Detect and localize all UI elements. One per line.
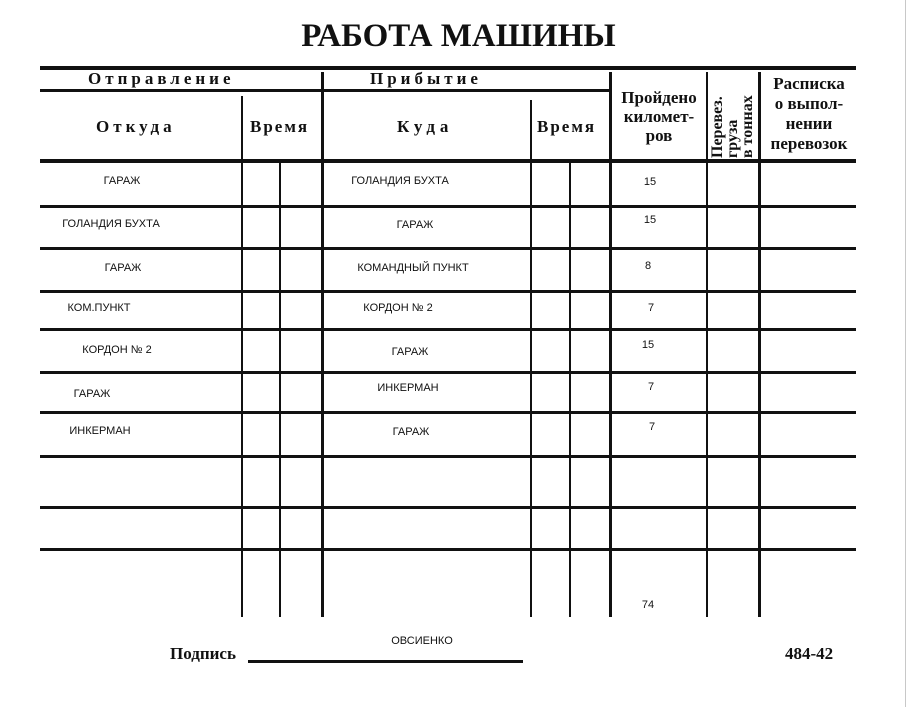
cell-to: ГАРАЖ (392, 426, 430, 438)
cell-from: КОМ.ПУНКТ (67, 302, 131, 314)
cell-km: 7 (647, 381, 655, 393)
row-rule (40, 205, 856, 208)
form-title: РАБОТА МАШИНЫ (301, 18, 616, 54)
header-receipt-line: нении (785, 114, 833, 133)
cell-km: 8 (644, 260, 652, 272)
row-rule (40, 411, 856, 414)
page-edge (905, 0, 906, 707)
cell-to: ГАРАЖ (391, 346, 429, 358)
signature-line[interactable] (248, 660, 523, 663)
row-rule (40, 548, 856, 551)
cell-from: ГАРАЖ (73, 388, 111, 400)
header-time-arrival: Время (537, 117, 597, 136)
header-to: Куда (397, 117, 454, 136)
header-cargo-line: Перевез. (709, 96, 726, 158)
header-cargo (710, 95, 755, 158)
cell-to: ИНКЕРМАН (377, 382, 439, 394)
row-rule (40, 328, 856, 331)
header-km-line: Пройдено (621, 88, 697, 107)
divider (569, 162, 571, 617)
form-number: 484-42 (785, 644, 834, 663)
divider (609, 72, 612, 617)
signature-label: Подпись (170, 644, 236, 663)
cell-from: ГАРАЖ (104, 262, 142, 274)
header-receipt-line: перевозок (770, 134, 848, 153)
divider (706, 72, 708, 617)
divider (279, 162, 281, 617)
header-arrival: Прибытие (370, 69, 482, 88)
header-bottom-rule (40, 159, 856, 163)
row-rule (40, 371, 856, 374)
header-cargo-line: груза (724, 119, 741, 158)
cell-km: 15 (643, 214, 657, 226)
cell-from: КОРДОН № 2 (82, 344, 152, 356)
cell-to: ГАРАЖ (396, 219, 434, 231)
row-rule (40, 455, 856, 458)
header-departure: Отправление (88, 69, 235, 88)
header-receipt-line: о выпол- (774, 94, 844, 113)
signature-name: ОВСИЕНКО (391, 635, 453, 647)
cell-km: 7 (647, 302, 655, 314)
cell-to: ГОЛАНДИЯ БУХТА (351, 175, 449, 187)
cell-km: 15 (643, 176, 657, 188)
cell-from: ГОЛАНДИЯ БУХТА (62, 218, 160, 230)
header-from: Откуда (96, 117, 176, 136)
cell-km: 7 (648, 421, 656, 433)
cell-from: ИНКЕРМАН (69, 425, 131, 437)
divider (241, 96, 243, 617)
cell-from: ГАРАЖ (103, 175, 141, 187)
header-km-line: километ- (623, 107, 695, 126)
header-receipt (761, 74, 857, 154)
cell-km: 15 (641, 339, 655, 351)
departure-rule (40, 89, 322, 92)
header-time-departure: Время (250, 117, 310, 136)
row-rule (40, 247, 856, 250)
divider (530, 100, 532, 617)
header-cargo-line: в тоннах (739, 95, 756, 158)
divider (321, 72, 324, 617)
cell-to: КОМАНДНЫЙ ПУНКТ (357, 262, 469, 274)
header-km (612, 88, 706, 145)
cell-to: КОРДОН № 2 (363, 302, 433, 314)
arrival-rule (322, 89, 610, 92)
header-receipt-line: Расписка (773, 74, 845, 93)
row-rule (40, 506, 856, 509)
row-rule (40, 290, 856, 293)
total-km: 74 (641, 599, 655, 611)
header-km-line: ров (645, 126, 673, 145)
